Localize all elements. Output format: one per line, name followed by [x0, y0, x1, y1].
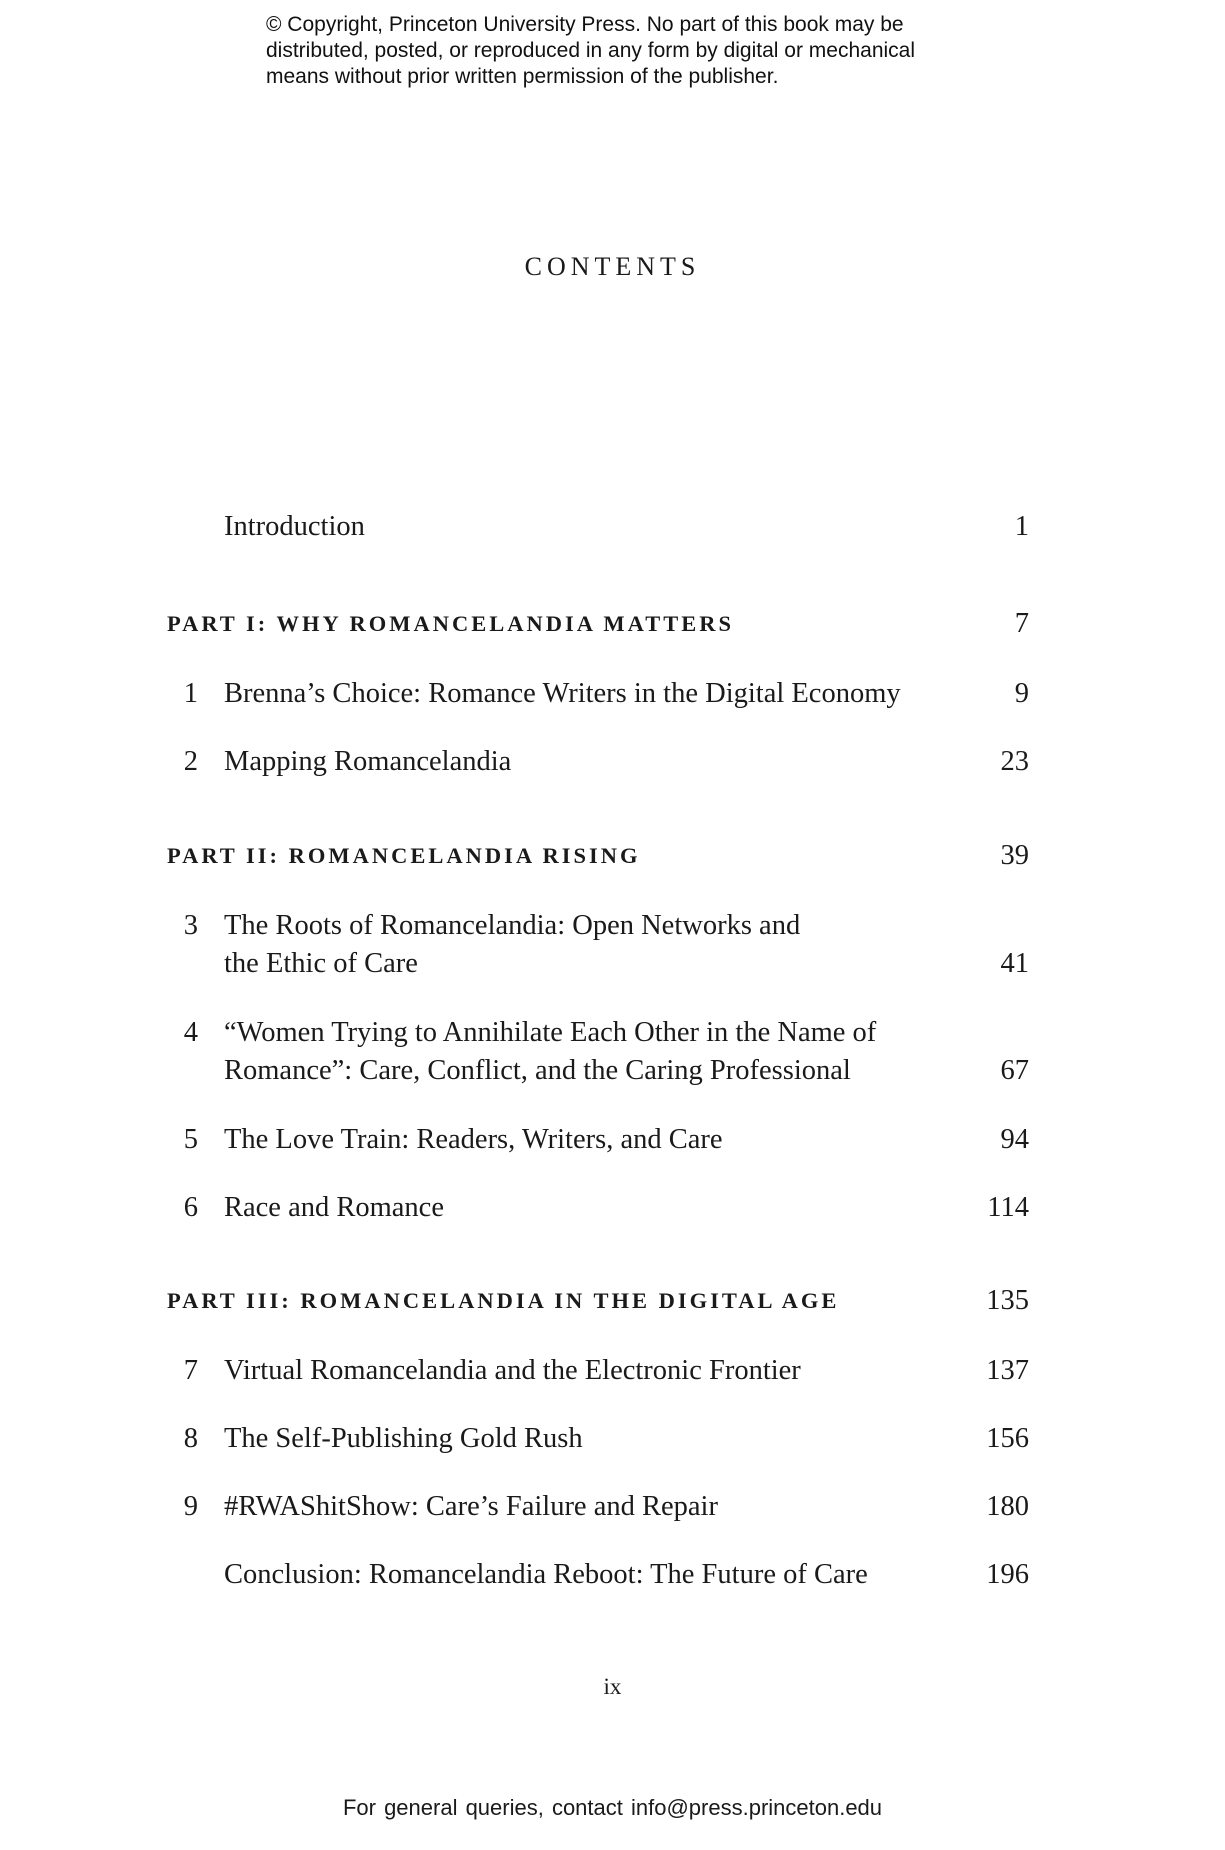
entry-title: Virtual Romancelandia and the Electronic Frontier: [224, 1355, 801, 1386]
entry-page: 23: [1000, 746, 1029, 777]
entry-title: The Love Train: Readers, Writers, and Care: [224, 1124, 723, 1155]
copyright-line: means without prior written permission of the publisher.: [266, 65, 779, 88]
entry-title: The Self-Publishing Gold Rush: [224, 1423, 583, 1454]
part-page: 39: [1000, 840, 1029, 871]
chapter-number: 8: [183, 1423, 198, 1454]
chapter-number: 7: [183, 1355, 198, 1386]
chapter-number: 5: [183, 1124, 198, 1155]
entry-page: 41: [1000, 948, 1029, 979]
entry-title: Mapping Romancelandia: [224, 746, 512, 777]
copyright-line: distributed, posted, or reproduced in any form by digital or mechanical: [266, 39, 916, 62]
copyright-line: © Copyright, Princeton University Press. No part of this book may be: [266, 13, 904, 36]
part-title: PART II: ROMANCELANDIA RISING: [167, 843, 641, 868]
entry-title: #RWAShitShow: Care’s Failure and Repair: [224, 1491, 718, 1522]
entry-title-line: Romance”: Care, Conflict, and the Caring Professional: [224, 1055, 851, 1086]
page-number: ix: [603, 1674, 622, 1699]
chapter-number: 2: [183, 746, 198, 777]
entry-page: 1: [1014, 511, 1029, 542]
entry-page: 9: [1014, 678, 1029, 709]
entry-page: 67: [1000, 1055, 1029, 1086]
entry-title: Conclusion: Romancelandia Reboot: The Future of Care: [224, 1559, 868, 1590]
entry-page: 196: [986, 1559, 1029, 1590]
entry-page: 156: [986, 1423, 1029, 1454]
entry-page: 114: [987, 1192, 1029, 1223]
chapter-number: 6: [183, 1192, 198, 1223]
entry-page: 94: [1000, 1124, 1029, 1155]
entry-title: [224, 1014, 944, 1090]
chapter-number: 4: [183, 1017, 198, 1048]
contact-footer: For general queries, contact info@press.princeton.edu: [342, 1795, 883, 1820]
chapter-number: 9: [183, 1491, 198, 1522]
entry-title: [224, 907, 944, 983]
entry-title: Introduction: [224, 511, 365, 542]
entry-page: 180: [986, 1491, 1029, 1522]
entry-title: Brenna’s Choice: Romance Writers in the Digital Economy: [224, 678, 901, 709]
chapter-number: 3: [183, 910, 198, 941]
part-page: 7: [1014, 608, 1029, 639]
entry-title-line: the Ethic of Care: [224, 948, 418, 979]
part-title: PART I: WHY ROMANCELANDIA MATTERS: [167, 611, 734, 636]
entry-title: Race and Romance: [224, 1192, 444, 1223]
chapter-number: 1: [183, 678, 198, 709]
entry-page: 137: [986, 1355, 1029, 1386]
part-title: PART III: ROMANCELANDIA IN THE DIGITAL AGE: [167, 1288, 840, 1313]
entry-title-line: The Roots of Romancelandia: Open Networks and: [224, 910, 801, 941]
copyright-notice: [266, 12, 1026, 90]
page-title: CONTENTS: [524, 252, 701, 281]
entry-title-line: “Women Trying to Annihilate Each Other in the Name of: [224, 1017, 877, 1048]
part-page: 135: [986, 1285, 1029, 1316]
